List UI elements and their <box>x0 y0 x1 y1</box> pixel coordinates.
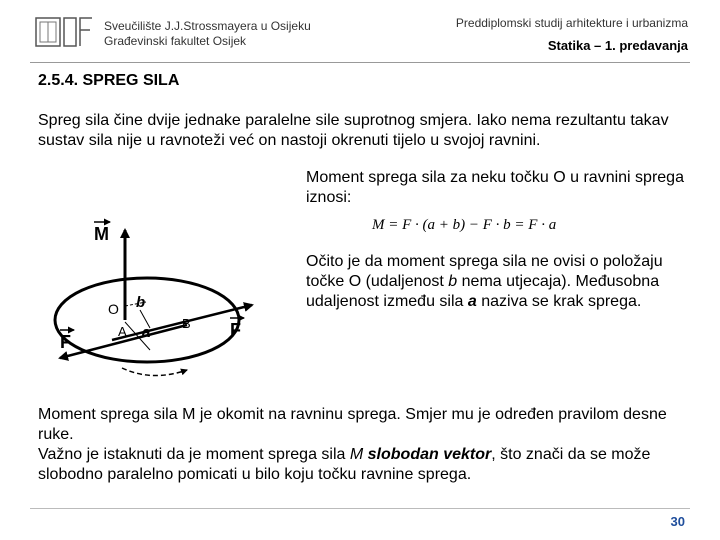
paragraph-free-vector <box>38 405 704 485</box>
paragraph-moment-intro: Moment sprega sila za neku točku O u ravnini sprega iznosi: <box>306 169 684 206</box>
couple-diagram <box>52 210 302 385</box>
study-program: Preddiplomski studij arhitekture i urbanizma <box>455 16 688 30</box>
institution-line1: Sveučilište J.J.Strossmayera u Osijeku <box>104 19 311 33</box>
label-O: O <box>108 301 119 317</box>
label-M: M <box>94 224 109 244</box>
moment-formula: M = F · (a + b) − F · b = F · a <box>372 217 557 233</box>
footer-divider <box>30 508 690 509</box>
lecture-title: Statika – 1. predavanja <box>547 38 688 53</box>
section-title: 2.5.4. SPREG SILA <box>38 72 180 89</box>
page-number: 30 <box>670 514 685 529</box>
label-b: b <box>136 294 146 311</box>
p3-var-a: a <box>467 293 477 310</box>
label-a: a <box>142 324 151 341</box>
p3-text-3: naziva se krak sprega. <box>476 293 642 310</box>
paragraph-independence <box>306 252 698 312</box>
p3-var-b: b <box>448 273 458 290</box>
p4-var-M: M <box>349 446 364 463</box>
header-divider <box>30 62 690 63</box>
rotation-arrow <box>122 368 187 376</box>
p4-bold-text: slobodan vektor <box>367 446 492 463</box>
p3-text-1: Očito je da moment sprega sila ne ovisi o položaju točke O (udaljenost <box>306 253 663 290</box>
institution-name <box>104 19 311 49</box>
p3-text-2: nema utjecaja). Međusobna udaljenost između sila <box>306 273 660 310</box>
p4-line1: Moment sprega sila M je okomit na ravninu sprega. Smjer mu je određen pravilom desne ruke. <box>38 406 667 443</box>
p4-text-2: , što znači da se može slobodno paralelno pomicati u bilo koju točku ravnine sprega. <box>38 446 651 483</box>
label-B: B <box>182 316 191 331</box>
p4-line2 <box>38 445 704 485</box>
paragraph-definition: Spreg sila čine dvije jednake paralelne sile suprotnog smjera. Iako nema rezultantu takav sustav sila nije u ravnoteži već on nastoji okrenuti tijelo u svojoj ravnini. <box>38 112 669 149</box>
faculty-logo <box>34 14 94 50</box>
label-F-left: F <box>60 332 71 352</box>
label-A: A <box>118 324 127 339</box>
plane-ellipse <box>55 278 239 362</box>
institution-line2: Građevinski fakultet Osijek <box>104 34 247 48</box>
p4-text-1: Važno je istaknuti da je moment sprega sila <box>38 446 350 463</box>
label-F-right: F <box>230 320 241 340</box>
